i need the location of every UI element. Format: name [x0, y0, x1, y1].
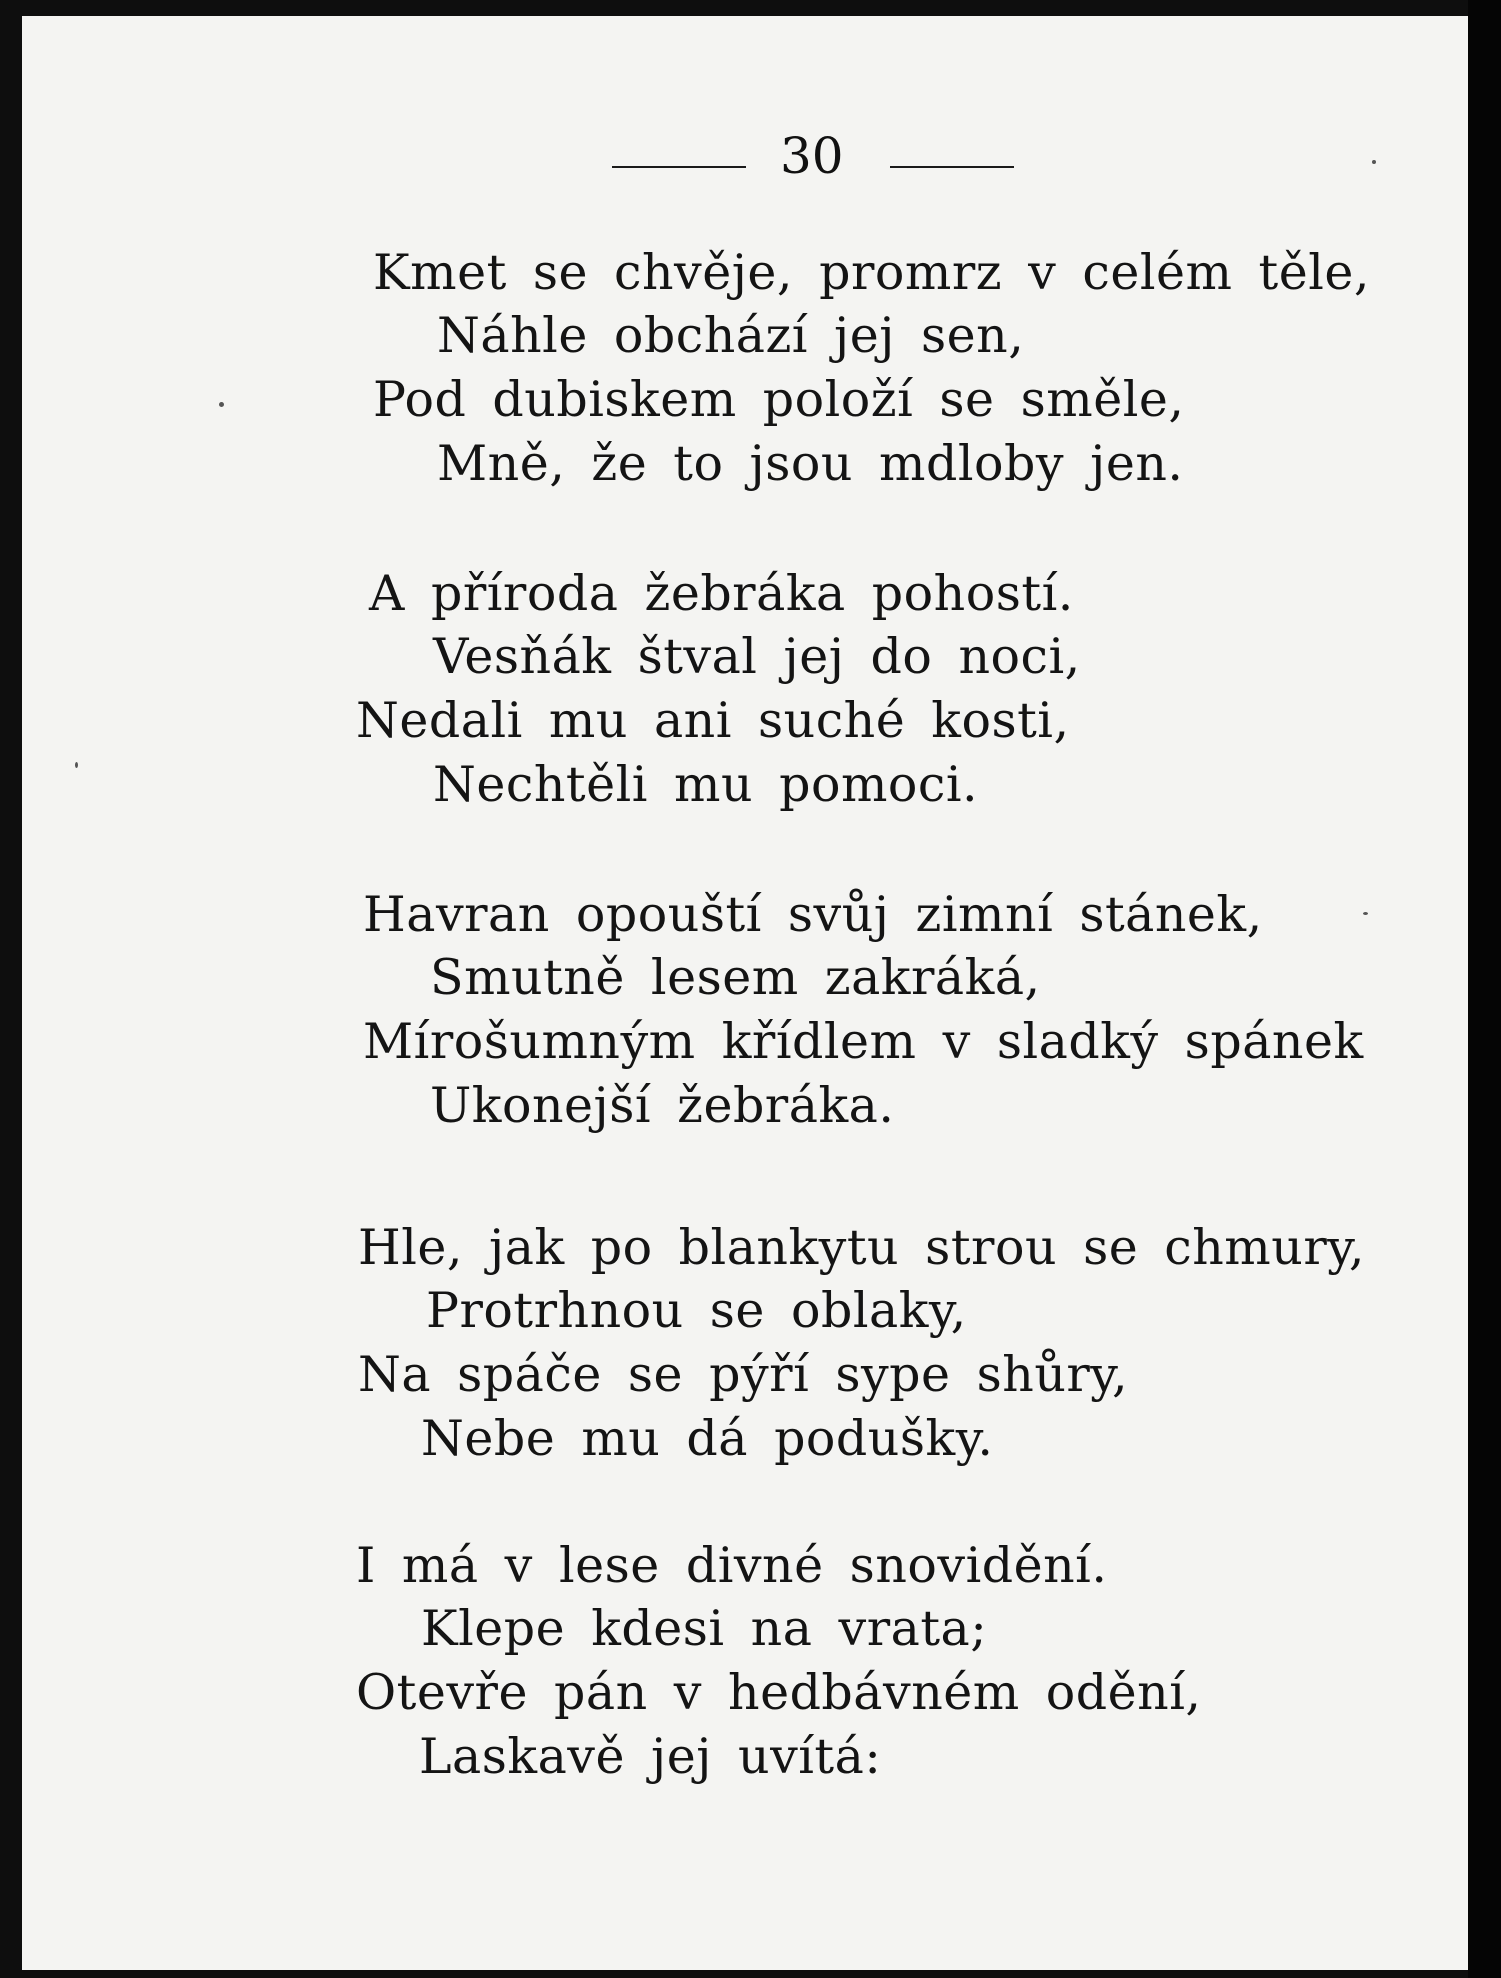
- verse-line: I má v lese divné snovidění.: [356, 1537, 1108, 1594]
- verse-line: Pod dubiskem položí se směle,: [373, 371, 1185, 428]
- verse-line: Nebe mu dá podušky.: [421, 1410, 994, 1467]
- verse-line: Mně, že to jsou mdloby jen.: [437, 435, 1184, 492]
- verse-line: Na spáče se pýří sype shůry,: [358, 1346, 1129, 1403]
- verse-line: Nechtěli mu pomoci.: [433, 756, 979, 813]
- verse-line: Klepe kdesi na vrata;: [421, 1600, 988, 1657]
- verse-line: Kmet se chvěje, promrz v celém těle,: [373, 244, 1370, 301]
- verse-line: Protrhnou se oblaky,: [426, 1282, 967, 1339]
- scan-speck: [1372, 160, 1376, 164]
- verse-line: Náhle obchází jej sen,: [437, 307, 1025, 364]
- verse-line: Laskavě jej uvítá:: [419, 1728, 882, 1785]
- verse-line: Smutně lesem zakráká,: [430, 949, 1041, 1006]
- scan-speck: [75, 762, 78, 768]
- verse-line: Otevře pán v hedbávném odění,: [356, 1664, 1202, 1721]
- verse-line: Ukonejší žebráka.: [430, 1077, 895, 1134]
- scan-speck: [1363, 912, 1368, 915]
- verse-line: A příroda žebráka pohostí.: [369, 565, 1074, 622]
- verse-line: Mírošumným křídlem v sladký spánek: [363, 1013, 1364, 1070]
- verse-line: Vesňák štval jej do noci,: [433, 628, 1081, 685]
- verse-line: Nedali mu ani suché kosti,: [356, 692, 1070, 749]
- page-number: 30: [780, 127, 844, 185]
- verse-line: Havran opouští svůj zimní stánek,: [363, 886, 1263, 943]
- scan-speck: [219, 402, 224, 407]
- verse-line: Hle, jak po blankytu strou se chmury,: [358, 1219, 1365, 1276]
